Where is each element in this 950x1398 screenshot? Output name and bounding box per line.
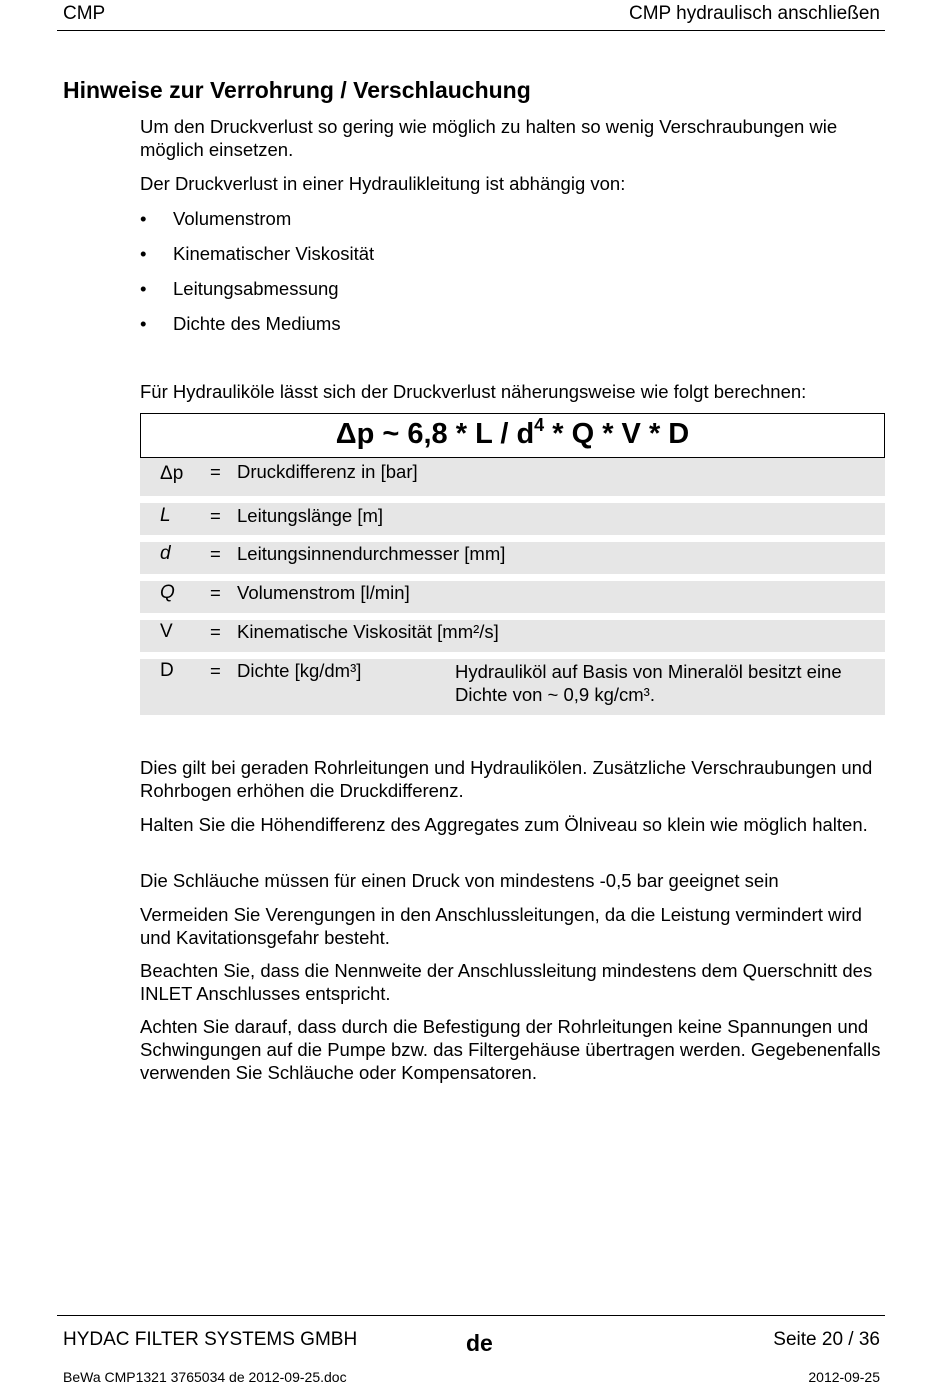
footer-date: 2012-09-25 (808, 1369, 880, 1385)
bullet-dot-icon: • (140, 208, 147, 229)
footer-company: HYDAC FILTER SYSTEMS GMBH (63, 1329, 358, 1350)
paragraph: Vermeiden Sie Verengungen in den Anschlussleitungen, da die Leistung vermindert wird und Kavitationsgefahr besteht. (140, 904, 862, 948)
paragraph: Halten Sie die Höhendifferenz des Aggregates zum Ölniveau so klein wie möglich halten. (140, 814, 868, 835)
variable-symbol: Δp (160, 463, 184, 484)
bullet-dot-icon: • (140, 313, 147, 334)
bullet-dot-icon: • (140, 278, 147, 299)
variable-description: Leitungsinnendurchmesser [mm] (237, 543, 506, 564)
intro-paragraph-2: Der Druckverlust in einer Hydraulikleitung ist abhängig von: (140, 173, 626, 194)
variable-description: Leitungslänge [m] (237, 505, 384, 526)
variable-symbol: Q (160, 582, 175, 603)
variable-row: Δp = Druckdifferenz in [bar] (140, 458, 885, 496)
formula-intro: Für Hydrauliköle lässt sich der Druckverlust näherungsweise wie folgt berechnen: (140, 381, 807, 402)
page-heading: Hinweise zur Verrohrung / Verschlauchung (63, 77, 531, 103)
formula: Δp ~ 6,8 * L / $d^4$ * Q * V * D (335, 415, 690, 450)
paragraph: Achten Sie darauf, dass durch die Befestigung der Rohrleitungen keine Spannungen und Schwingungen auf die Pumpe bzw. das Filtergehäuse übertragen werden. Gegebenenfalls verwenden Sie Schläuche oder Kompensatoren. (140, 1016, 881, 1083)
header-product: CMP (63, 3, 106, 24)
header-section-title: CMP hydraulisch anschließen (629, 3, 880, 24)
paragraph: Beachten Sie, dass die Nennweite der Anschlussleitung mindestens dem Querschnitt des INLET Anschlusses entspricht. (140, 960, 873, 1004)
intro-paragraph-1: Um den Druckverlust so gering wie möglich zu halten so wenig Verschraubungen wie möglich einsetzen. (140, 116, 838, 160)
formula-box (140, 413, 885, 458)
variable-symbol: L (160, 505, 171, 526)
footer-rule (57, 1315, 885, 1316)
variable-note: Hydrauliköl auf Basis von Mineralöl besitzt eine Dichte von ~ 0,9 kg/cm³. (455, 661, 842, 705)
variable-description: Kinematische Viskosität [mm²/s] (237, 621, 499, 642)
variable-description: Volumenstrom [l/min] (237, 582, 410, 603)
variable-row: Q = Volumenstrom [l/min] (140, 581, 885, 613)
footer-document-reference: BeWa CMP1321 3765034 de 2012-09-25.doc (63, 1369, 347, 1385)
variable-description: Dichte [kg/dm³] (237, 660, 362, 681)
variable-symbol: V (160, 621, 173, 642)
footer-language: de (466, 1330, 493, 1356)
bullet-dot-icon: • (140, 243, 147, 264)
variable-row: L = Leitungslänge [m] (140, 503, 885, 535)
variable-row: d = Leitungsinnendurchmesser [mm] (140, 542, 885, 574)
variable-symbol: D (160, 660, 174, 681)
paragraph: Dies gilt bei geraden Rohrleitungen und Hydraulikölen. Zusätzliche Verschraubungen und Rohrbogen erhöhen die Druckdifferenz. (140, 757, 873, 801)
variable-row: V = Kinematische Viskosität [mm²/s] (140, 620, 885, 652)
paragraph: Die Schläuche müssen für einen Druck von mindestens -0,5 bar geeignet sein (140, 870, 779, 891)
header-rule (57, 30, 885, 31)
variable-symbol: d (160, 543, 171, 564)
variable-row: D = Dichte [kg/dm³] Hydrauliköl auf Basis von Mineralöl besitzt eine Dichte von ~ 0,9 kg/cm³. (140, 659, 885, 715)
variable-description: Druckdifferenz in [bar] (237, 461, 418, 482)
footer-page-number: Seite 20 / 36 (773, 1329, 880, 1350)
